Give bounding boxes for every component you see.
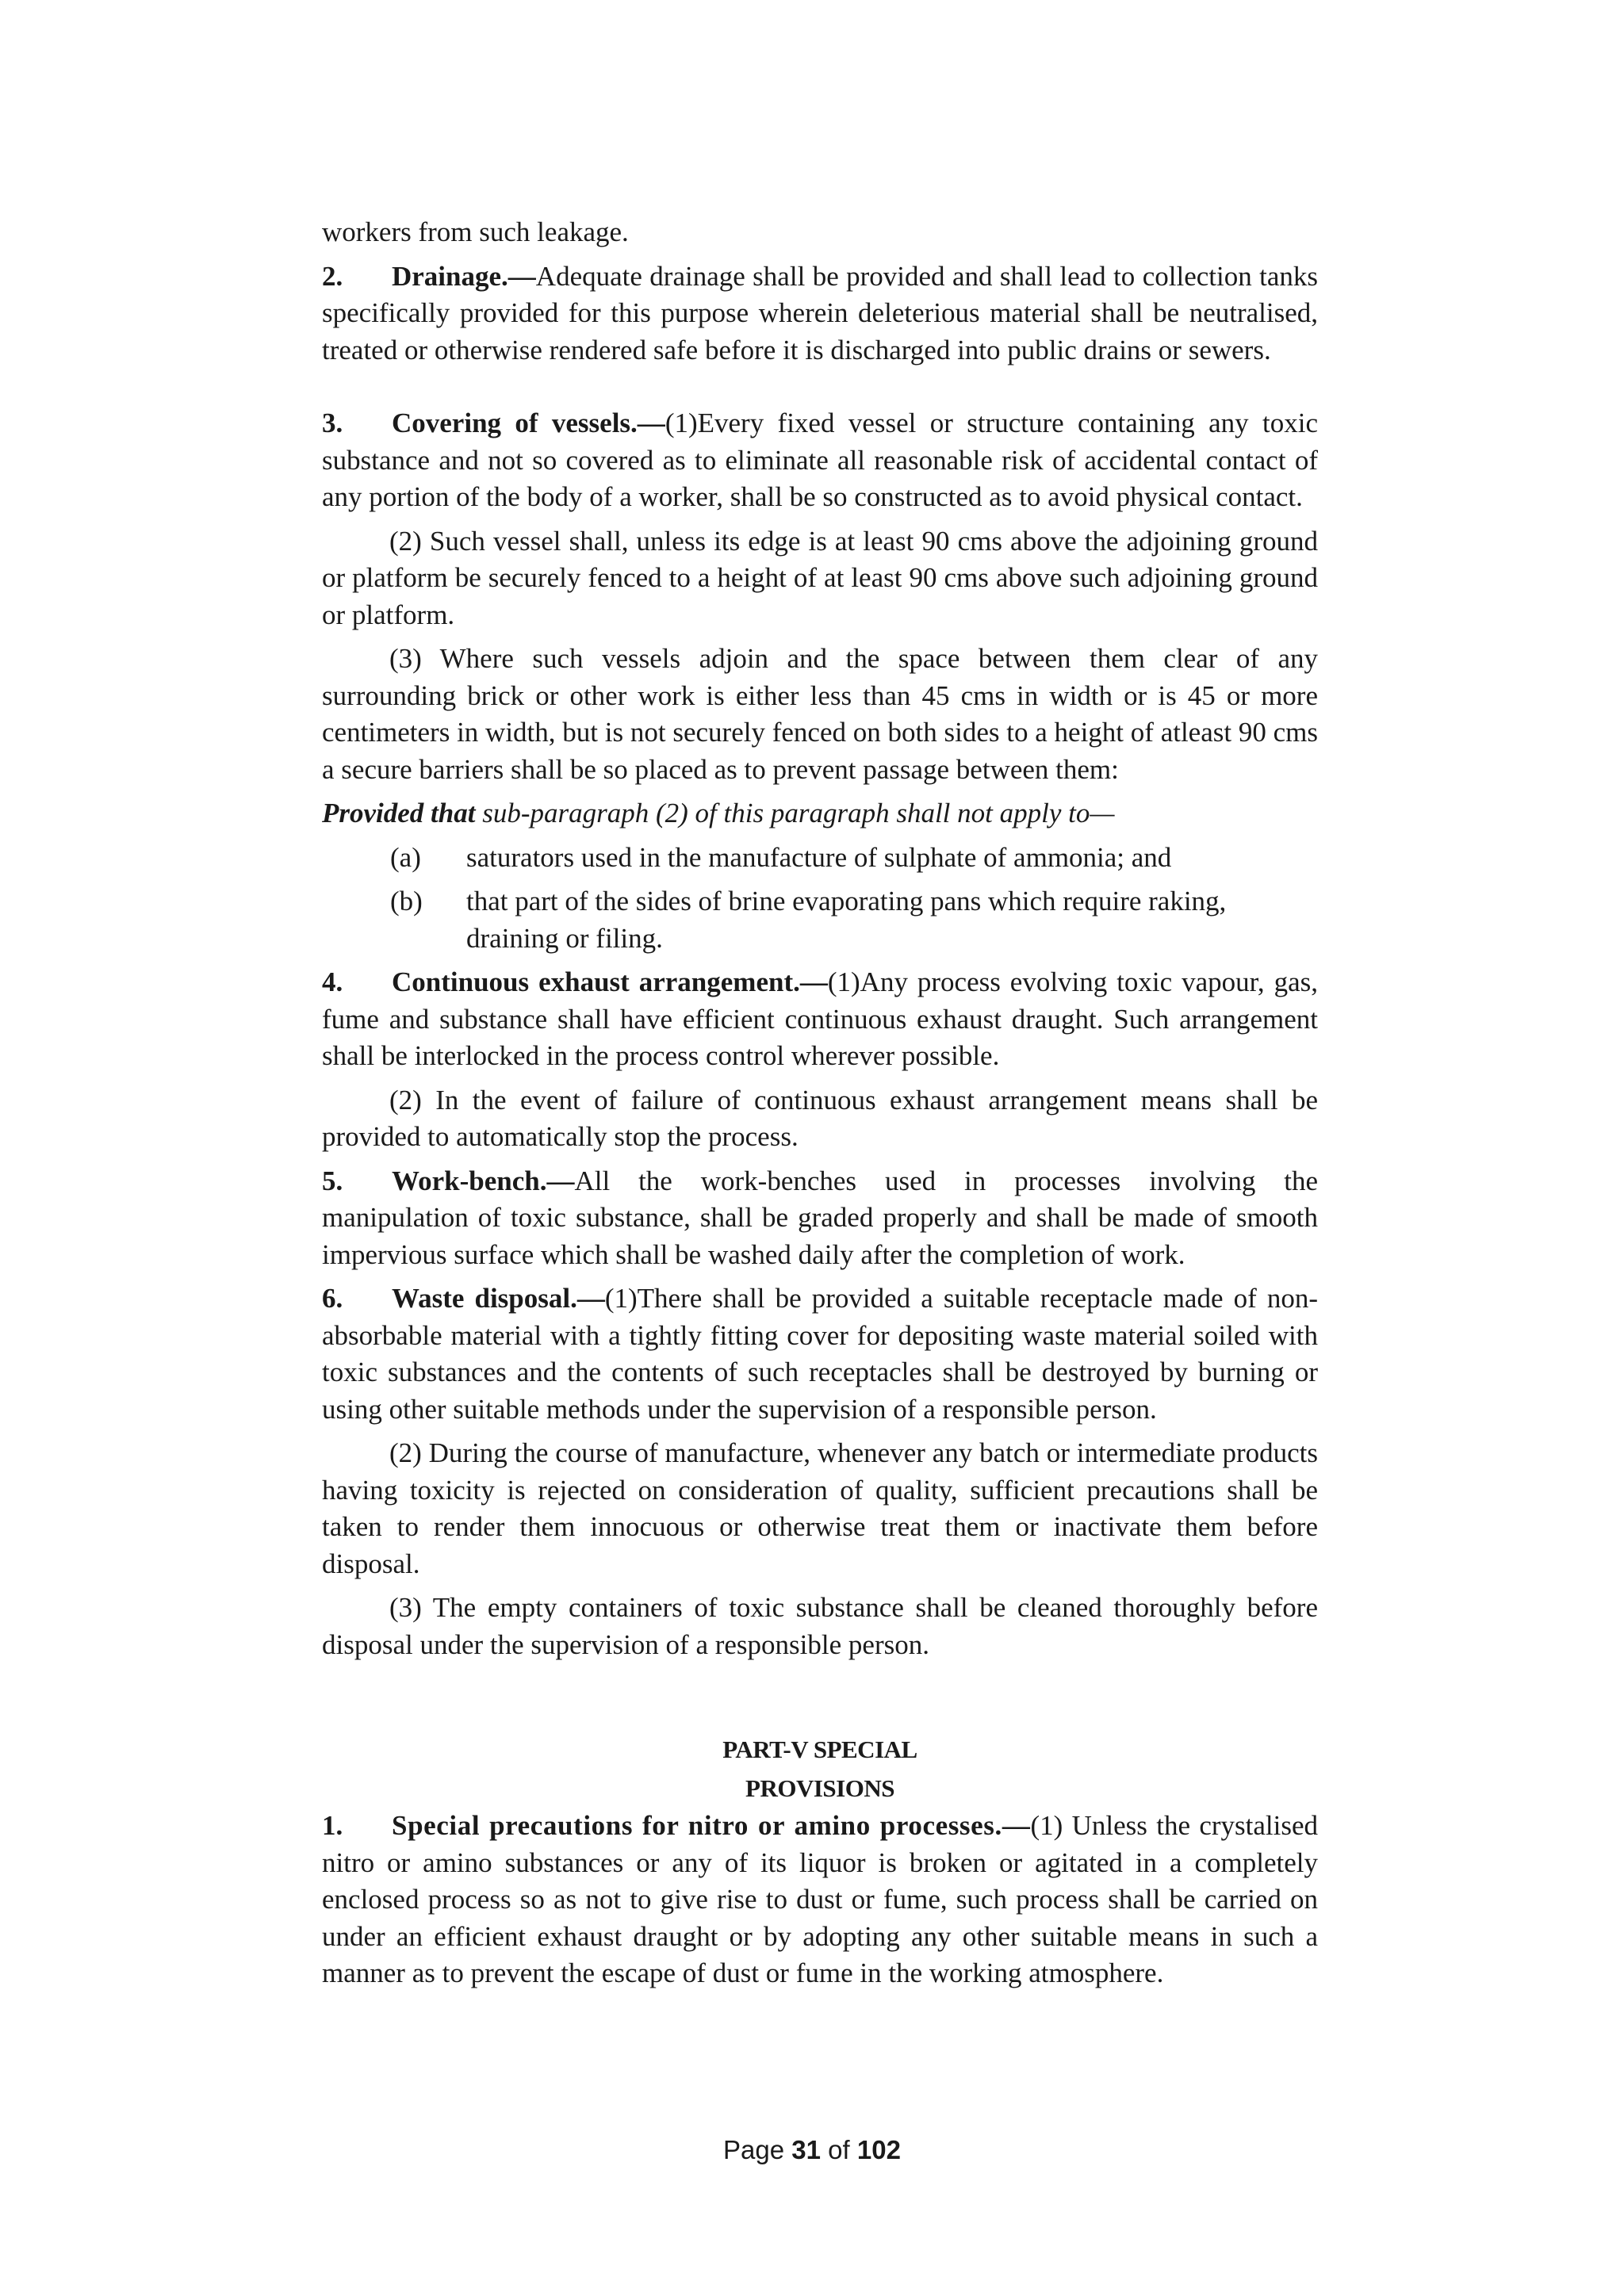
section-text: (1)Every fixed vessel or structure containing any toxic substance and not so covered as to eliminate all reasonable risk of accidental contact of any portion of the body of a worker, shall be so constructed as to avoid physical contact.	[322, 408, 1318, 512]
clause-label: (b)	[390, 886, 423, 916]
section-text: (1) Unless the crystalised nitro or amino substances or any of its liquor is broken or agitated in a completely enclosed process so as not to give rise to dust or fume, such process shall be carried on under an efficient exhaust draught or by adopting any other suitable means in such a manner as to prevent the escape of dust or fume in the working atmosphere.	[322, 1810, 1318, 1988]
proviso-text: sub-paragraph (2) of this paragraph shall not apply to—	[475, 798, 1115, 828]
section-number: 4.	[322, 966, 343, 997]
proviso-clause-b	[322, 883, 1318, 957]
page-of-label: of	[821, 2135, 857, 2164]
section-6-subparagraph-2: (2) During the course of manufacture, whenever any batch or intermediate products having toxicity is rejected on consideration of quality, sufficient precautions shall be taken to render them innocuous or otherwise treat them or inactivate them before disposal.	[322, 1437, 1318, 1579]
proviso-lead: Provided that	[322, 798, 476, 828]
section-number: 2.	[322, 260, 343, 292]
section-heading: Work-bench.—	[392, 1165, 575, 1196]
part-subtitle: PROVISIONS	[745, 1774, 894, 1802]
proviso	[322, 795, 1318, 832]
section-4-subparagraph-2: (2) In the event of failure of continuous exhaust arrangement means shall be provided to automatically stop the process.	[322, 1084, 1318, 1152]
continuation-line: workers from such leakage.	[322, 216, 629, 247]
section-number: 3.	[322, 408, 343, 438]
section-3-subparagraph-3: (3) Where such vessels adjoin and the space between them clear of any surrounding brick or other work is either less than 45 cms in width or is 45 or more centimeters in width, but is not securely fenced on both sides to a height of atleast 90 cms a secure barriers shall be so placed as to prevent passage between them:	[322, 643, 1318, 785]
section-number: 6.	[322, 1283, 343, 1314]
section-heading: Special precautions for nitro or amino processes.—	[392, 1810, 1031, 1841]
section-3-covering-of-vessels	[322, 405, 1318, 516]
clause-text: saturators used in the manufacture of sulphate of ammonia; and	[466, 841, 1172, 873]
page-footer	[0, 2135, 1624, 2165]
section-text: Adequate drainage shall be provided and shall lead to collection tanks specifically provided for this purpose wherein deleterious material shall be neutralised, treated or otherwise rendered safe before it is discharged into public drains or sewers.	[322, 260, 1318, 365]
section-text: All the work-benches used in processes involving the manipulation of toxic substance, shall be graded properly and shall be made of smooth impervious surface which shall be washed daily after the completion of work.	[322, 1165, 1318, 1270]
section-heading: Drainage.—	[392, 260, 536, 292]
total-pages-number: 102	[856, 2135, 901, 2164]
section-6-subparagraph-3: (3) The empty containers of toxic substance shall be cleaned thoroughly before disposal under the supervision of a responsible person.	[322, 1592, 1318, 1660]
part-5-section-1	[322, 1808, 1318, 1992]
proviso-clause-a	[322, 840, 1318, 877]
section-number: 1.	[322, 1810, 343, 1841]
section-3-subparagraph-2: (2) Such vessel shall, unless its edge is at least 90 cms above the adjoining ground or platform be securely fenced to a height of at least 90 cms above such adjoining ground or platform.	[322, 525, 1318, 630]
section-heading: Continuous exhaust arrangement.—	[392, 966, 828, 997]
clause-text: that part of the sides of brine evaporating pans which require raking, draining or filing.	[466, 886, 1227, 954]
clause-label: (a)	[390, 841, 421, 873]
section-6-waste-disposal	[322, 1280, 1318, 1428]
section-number: 5.	[322, 1165, 343, 1196]
page-label: Page	[723, 2135, 792, 2164]
current-page-number: 31	[791, 2135, 822, 2164]
section-4-continuous-exhaust	[322, 964, 1318, 1075]
section-heading: Covering of vessels.—	[392, 408, 665, 438]
section-text: (1)There shall be provided a suitable receptacle made of non-absorbable material with a tightly fitting cover for depositing waste material soiled with toxic substances and the contents of such receptacles shall be destroyed by burning or using other suitable methods under the supervision of a responsible person.	[322, 1283, 1319, 1425]
part-title: PART-V SPECIAL	[722, 1735, 917, 1763]
section-2-drainage	[322, 258, 1318, 369]
section-5-work-bench	[322, 1163, 1318, 1274]
page-body	[322, 214, 1318, 1992]
section-text: (1)Any process evolving toxic vapour, gas, fume and substance shall have efficient continuous exhaust draught. Such arrangement shall be interlocked in the process control wherever possible.	[322, 966, 1318, 1071]
section-heading: Waste disposal.—	[392, 1283, 605, 1314]
